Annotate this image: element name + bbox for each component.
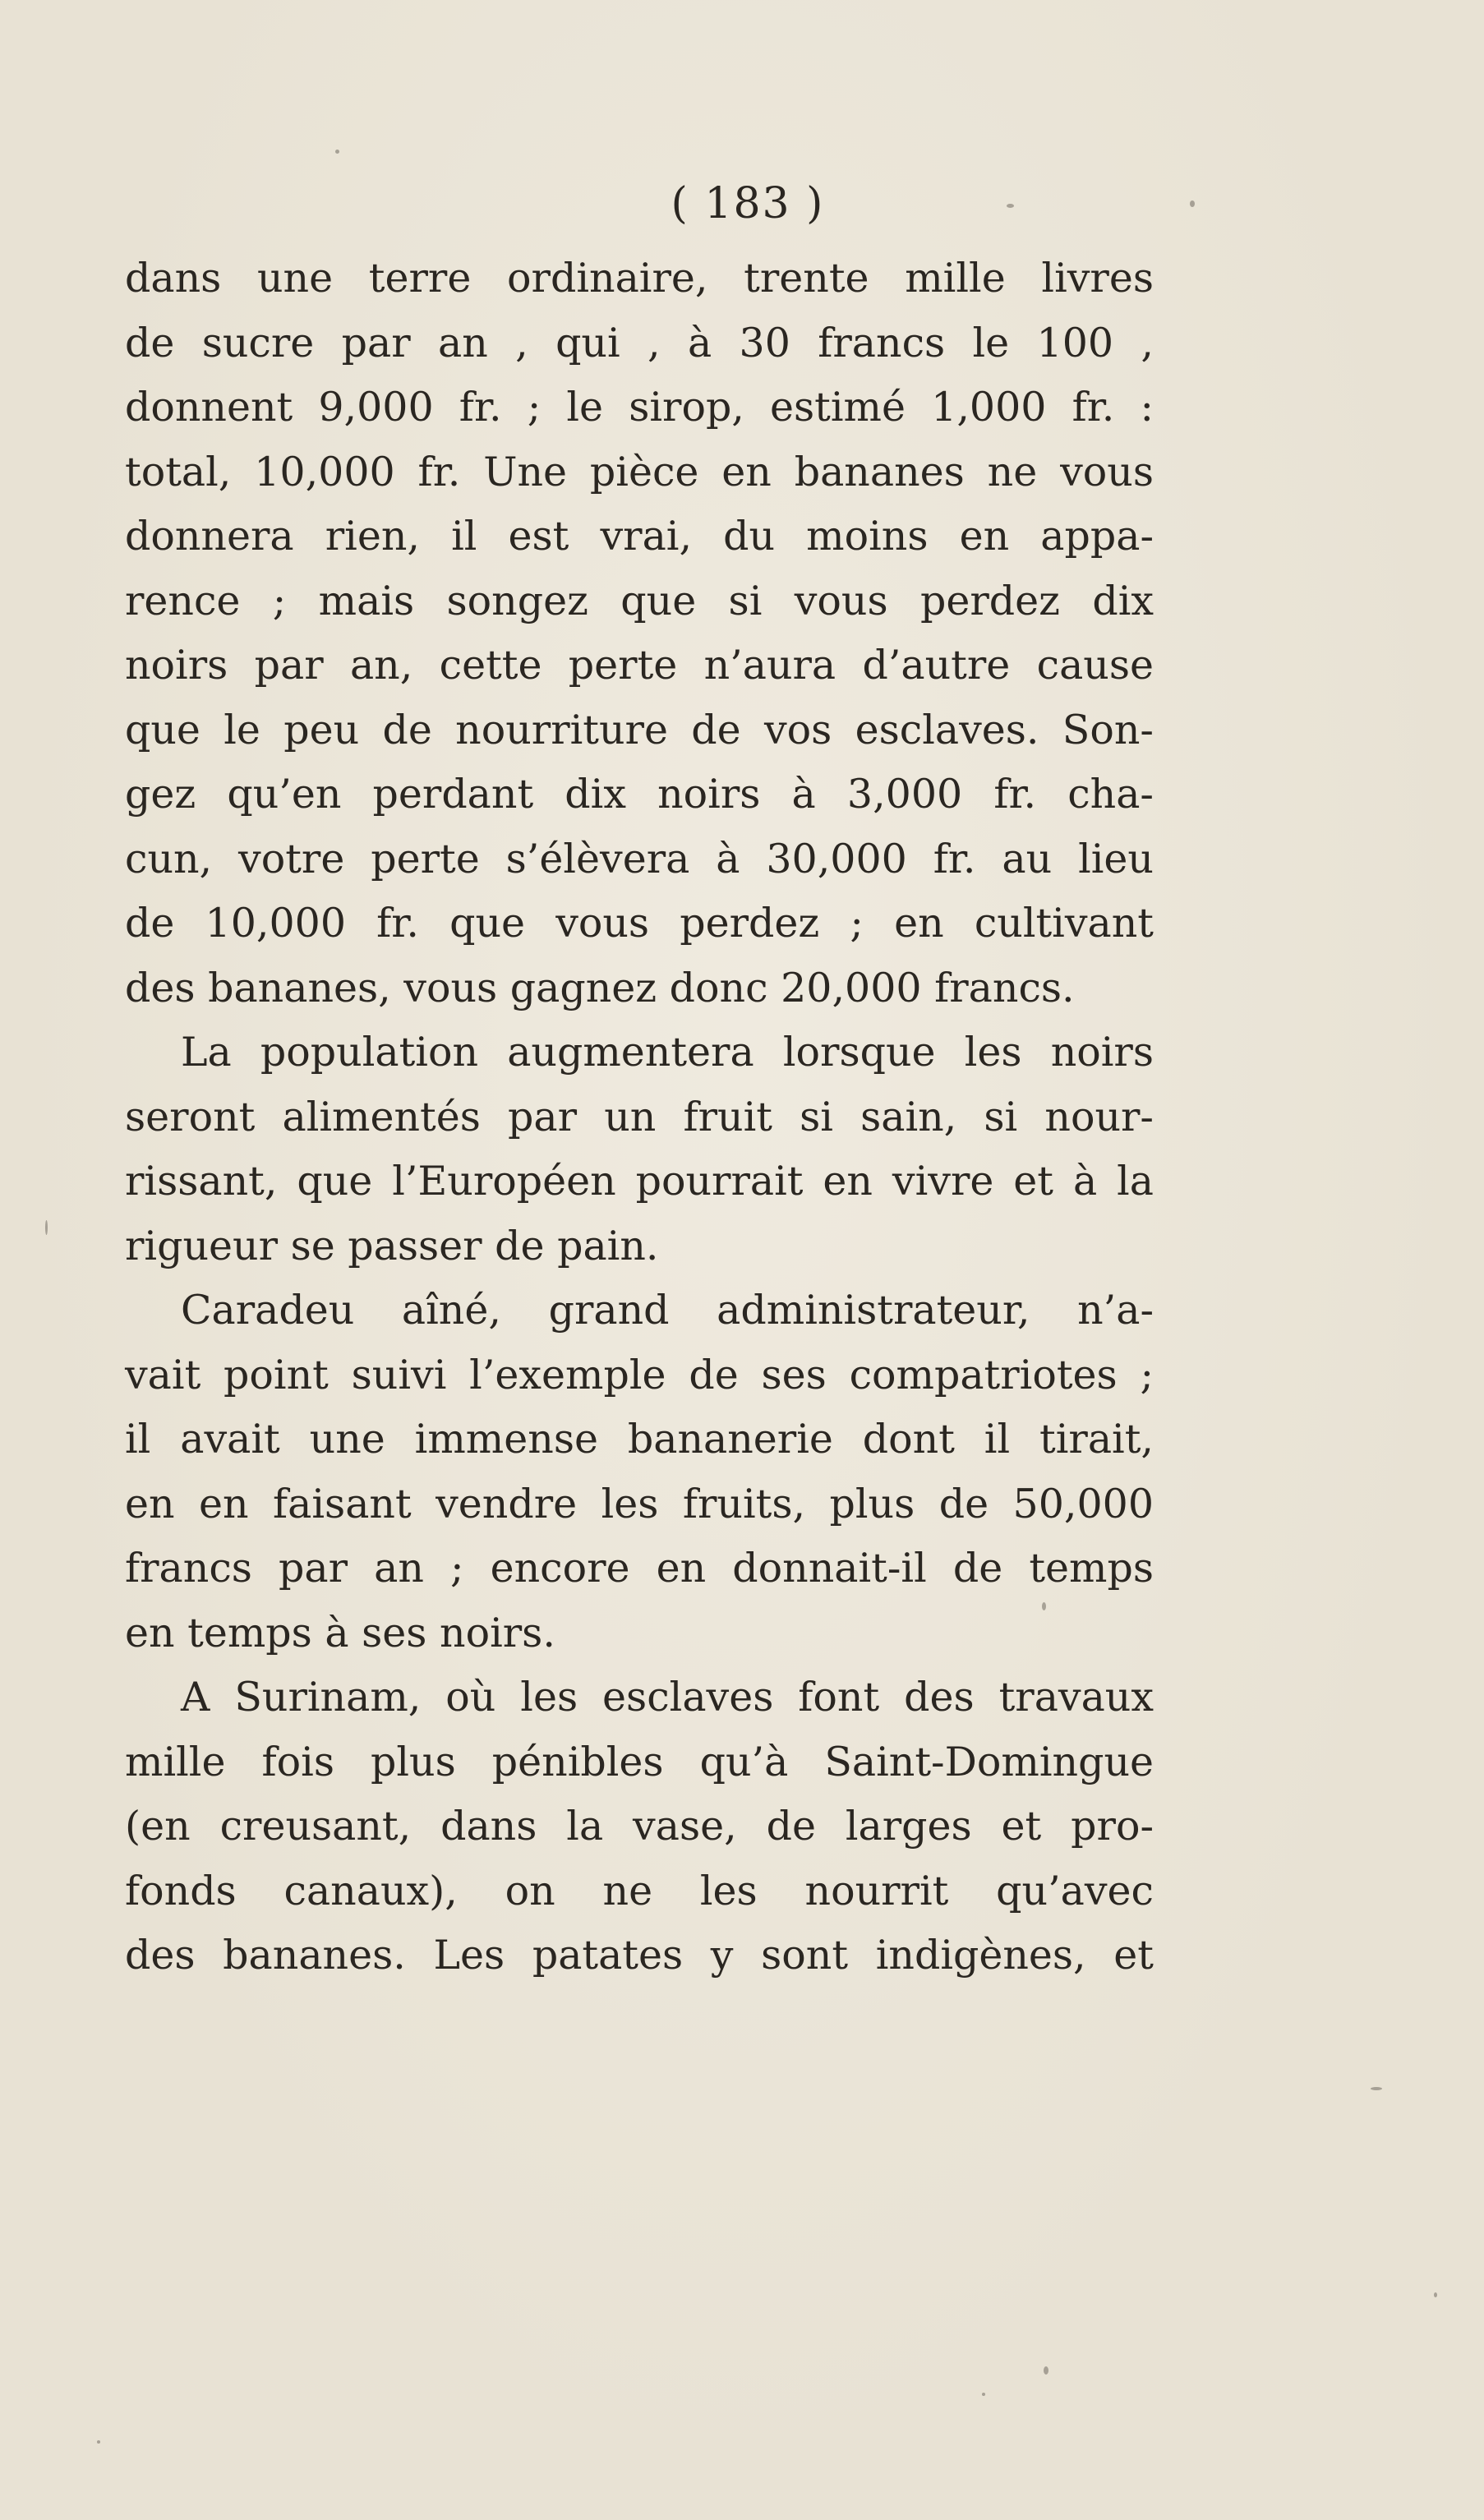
text-line: des bananes, vous gagnez donc 20,000 francs. — [125, 964, 1075, 1011]
paper-speck — [45, 1220, 48, 1235]
text-line: de sucre par an , qui , à 30 francs le 100 , — [125, 319, 1154, 366]
text-line: francs par an ; encore en donnait-il de temps — [125, 1545, 1154, 1592]
text-line: (en creusant, dans la vase, de larges et pro- — [125, 1803, 1154, 1850]
text-line: dans une terre ordinaire, trente mille livres — [125, 255, 1154, 302]
text-line: mille fois plus pénibles qu’à Saint-Domingue — [125, 1738, 1154, 1785]
text-line: A Surinam, où les esclaves font des travaux — [181, 1674, 1154, 1721]
text-line: il avait une immense bananerie dont il tirait, — [125, 1416, 1154, 1463]
text-line: cun, votre perte s’élèvera à 30,000 fr. au lieu — [125, 835, 1154, 882]
text-line: rissant, que l’Européen pourrait en vivre et à la — [125, 1158, 1154, 1205]
body-text — [125, 246, 1154, 1988]
page-number: ( 183 ) — [671, 179, 825, 228]
text-line: vait point suivi l’exemple de ses compatriotes ; — [125, 1351, 1154, 1398]
text-line: que le peu de nourriture de vos esclaves. Son- — [125, 706, 1154, 753]
text-line: des bananes. Les patates y sont indigènes, et — [125, 1932, 1154, 1979]
paper-speck — [1371, 2087, 1382, 2090]
text-line: en temps à ses noirs. — [125, 1609, 555, 1656]
text-line: Caradeu aîné, grand administrateur, n’a- — [181, 1287, 1154, 1334]
text-line: rigueur se passer de pain. — [125, 1222, 659, 1269]
text-line: noirs par an, cette perte n’aura d’autre cause — [125, 642, 1154, 689]
text-line: rence ; mais songez que si vous perdez dix — [125, 577, 1154, 624]
text-line: de 10,000 fr. que vous perdez ; en cultivant — [125, 900, 1154, 947]
paper-speck — [1434, 2292, 1437, 2297]
text-line: fonds canaux), on ne les nourrit qu’avec — [125, 1867, 1154, 1914]
paper-speck — [982, 2393, 985, 2396]
text-line: en en faisant vendre les fruits, plus de 50,000 — [125, 1480, 1154, 1527]
text-line: donnera rien, il est vrai, du moins en appa- — [125, 513, 1154, 560]
paper-speck — [97, 2440, 100, 2444]
text-line: seront alimentés par un fruit si sain, si nour- — [125, 1093, 1154, 1140]
text-line: La population augmentera lorsque les noirs — [181, 1029, 1154, 1076]
paper-speck — [1044, 2366, 1048, 2375]
text-line: total, 10,000 fr. Une pièce en bananes ne vous — [125, 448, 1154, 495]
text-line: donnent 9,000 fr. ; le sirop, estimé 1,000 fr. : — [125, 384, 1154, 431]
paper-speck — [335, 150, 339, 154]
text-line: gez qu’en perdant dix noirs à 3,000 fr. cha- — [125, 771, 1154, 818]
